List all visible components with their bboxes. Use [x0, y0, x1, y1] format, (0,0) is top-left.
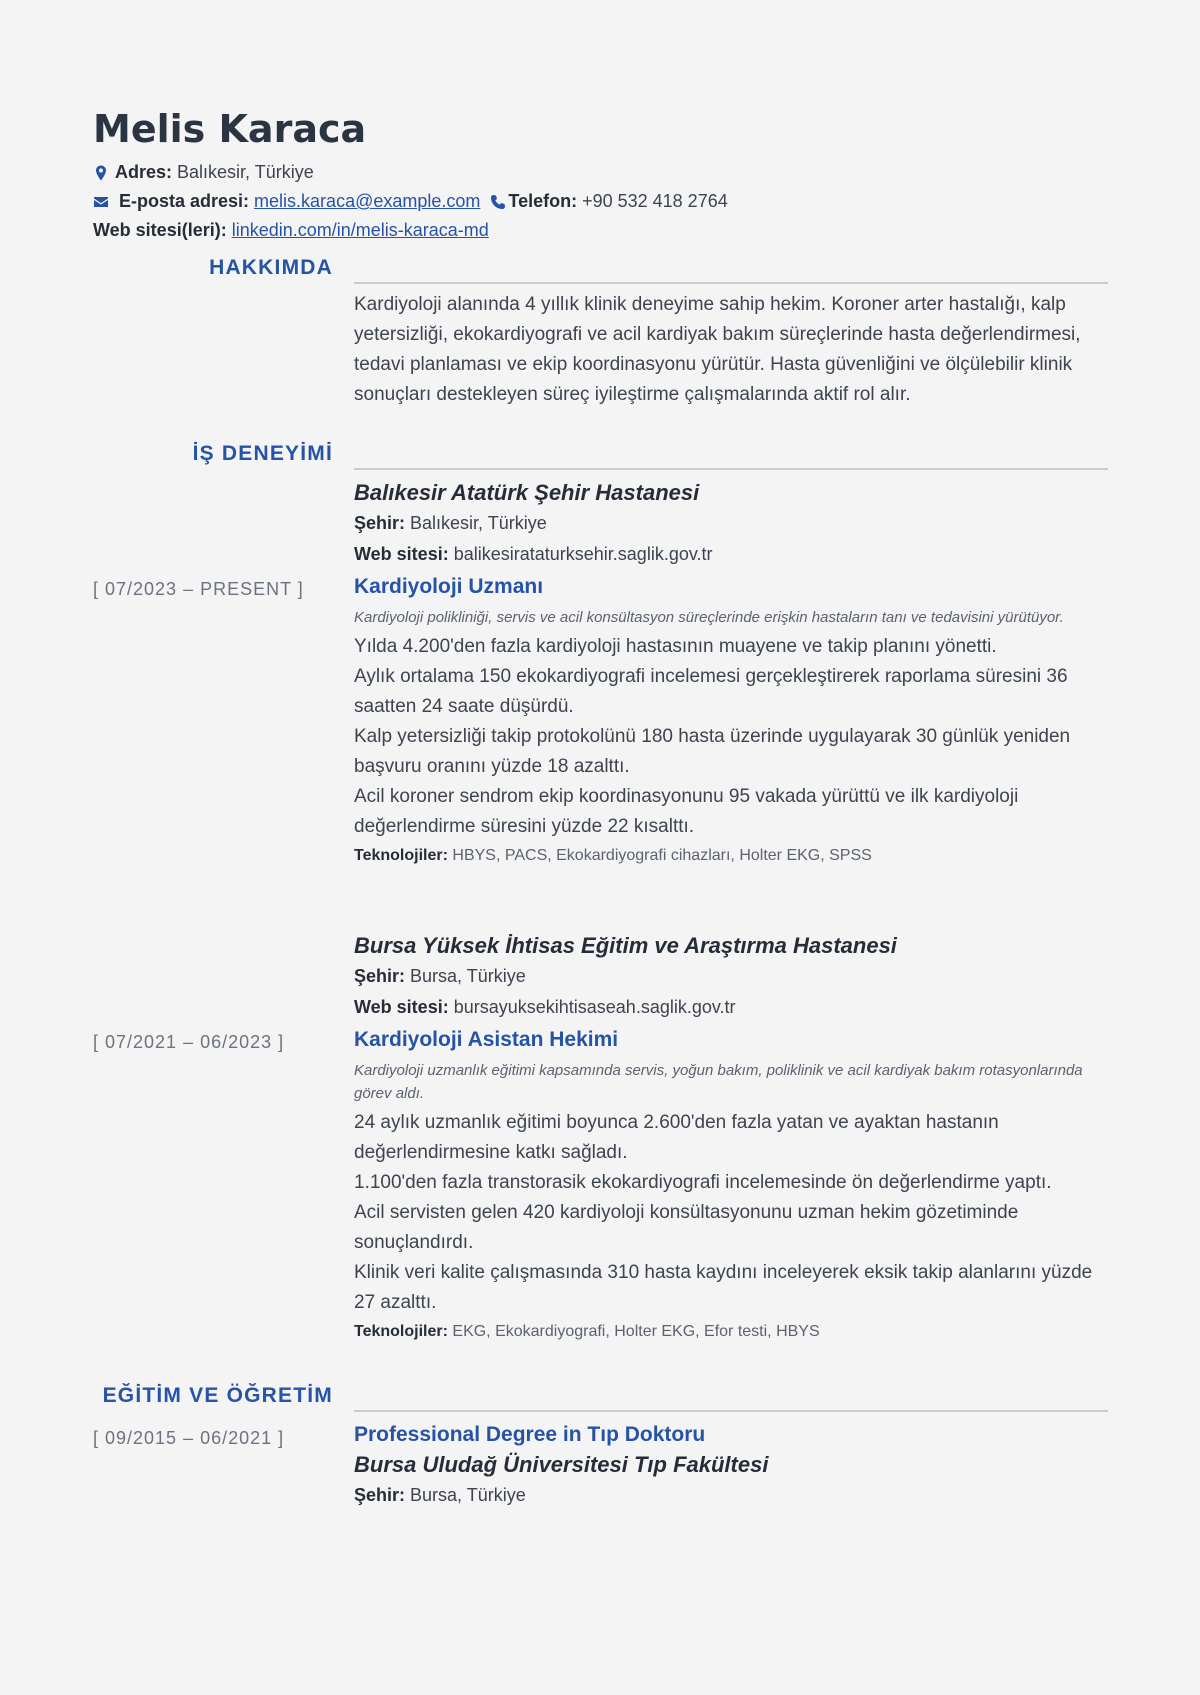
about-heading: HAKKIMDA [209, 256, 333, 279]
job-organization: Bursa Yüksek İhtisas Eğitim ve Araştırma Hastanesi [354, 933, 897, 958]
phone-value: +90 532 418 2764 [582, 191, 728, 211]
website-label: Web sitesi(leri): [93, 220, 227, 240]
contact-line [93, 187, 1113, 216]
job-bullet: Acil koroner sendrom ekip koordinasyonunu 95 vakada yürüttü ve ilk kardiyoloji değerlendirme süresini yüzde 22 kısalttı. [354, 786, 1019, 837]
job-date: [ 07/2023 – PRESENT ] [93, 579, 304, 599]
education-degree: Professional Degree in Tıp Doktoru [354, 1423, 706, 1446]
website-line [93, 216, 1113, 245]
education-school: Bursa Uludağ Üniversitesi Tıp Fakültesi [354, 1452, 769, 1477]
job-technologies: Teknolojiler: EKG, Ekokardiyografi, Holter EKG, Efor testi, HBYS [354, 1323, 820, 1340]
address-label: Adres: [115, 162, 173, 182]
map-pin-icon [93, 165, 109, 181]
job-website: Web sitesi: balikesirataturksehir.saglik.gov.tr [354, 544, 713, 564]
job-bullet: Aylık ortalama 150 ekokardiyografi incelemesi gerçekleştirerek raporlama süresini 36 saatten 24 saate düşürdü. [354, 666, 1068, 717]
address-value: Balıkesir, Türkiye [177, 162, 314, 182]
envelope-icon [93, 194, 109, 210]
job-description: Kardiyoloji polikliniği, servis ve acil konsültasyon süreçlerinde erişkin hastaların tanı ve tedavisini yürütüyor. [354, 609, 1064, 626]
job-date: [ 07/2021 – 06/2023 ] [93, 1032, 285, 1052]
about-text: Kardiyoloji alanında 4 yıllık klinik deneyime sahip hekim. Koroner arter hastalığı, kalp yetersizliği, ekokardiyografi ve acil kardiyak bakım süreçlerinde hasta değerlendirmesi, tedavi planlaması ve ekip koordinasyonu yürütür. Hasta güvenliğini ve ölçülebilir klinik sonuçları destekleyen süreç iyileştirme çalışmalarında aktif rol alır. [354, 294, 1081, 405]
website-link[interactable]: linkedin.com/in/melis-karaca-md [231, 220, 489, 240]
job-role: Kardiyoloji Uzmanı [354, 575, 544, 598]
job-role: Kardiyoloji Asistan Hekimi [354, 1028, 619, 1051]
address-line [93, 158, 1113, 187]
email-label: E-posta adresi: [119, 191, 250, 211]
phone-icon [490, 194, 506, 210]
experience-divider [354, 468, 1108, 470]
job-bullet: Yılda 4.200'den fazla kardiyoloji hastasının muayene ve takip planını yönetti. [354, 636, 997, 657]
job-bullet: 1.100'den fazla transtorasik ekokardiyografi incelemesinde ön değerlendirme yaptı. [354, 1172, 1052, 1193]
education-divider [354, 1410, 1108, 1412]
education-heading: EĞİTİM VE ÖĞRETİM [102, 1384, 333, 1407]
job-bullet: Klinik veri kalite çalışmasında 310 hasta kaydını inceleyerek eksik takip alanlarını yüzde 27 azalttı. [354, 1262, 1093, 1313]
job-bullet: Kalp yetersizliği takip protokolünü 180 hasta üzerinde uygulayarak 30 günlük yeniden başvuru oranını yüzde 18 azalttı. [354, 726, 1071, 777]
email-link[interactable]: melis.karaca@example.com [254, 191, 481, 211]
experience-heading: İŞ DENEYİMİ [192, 442, 333, 465]
job-website: Web sitesi: bursayuksekihtisaseah.saglik.gov.tr [354, 997, 736, 1017]
resume-header [93, 100, 1113, 245]
education-city: Şehir: Bursa, Türkiye [354, 1485, 526, 1505]
education-entry [354, 1420, 1108, 1511]
job-technologies: Teknolojiler: HBYS, PACS, Ekokardiyografi cihazları, Holter EKG, SPSS [354, 847, 872, 864]
job-bullet: 24 aylık uzmanlık eğitimi boyunca 2.600'den fazla yatan ve ayaktan hastanın değerlendirmesine katkı sağladı. [354, 1112, 999, 1163]
about-divider [354, 282, 1108, 284]
job-city: Şehir: Bursa, Türkiye [354, 966, 526, 986]
job-bullet: Acil servisten gelen 420 kardiyoloji konsültasyonunu uzman hekim gözetiminde sonuçlandırdı. [354, 1202, 1019, 1253]
job-city: Şehir: Balıkesir, Türkiye [354, 513, 547, 533]
phone-label: Telefon: [508, 191, 578, 211]
education-date: [ 09/2015 – 06/2021 ] [93, 1428, 285, 1448]
job-organization: Balıkesir Atatürk Şehir Hastanesi [354, 480, 700, 505]
job-description: Kardiyoloji uzmanlık eğitimi kapsamında servis, yoğun bakım, poliklinik ve acil kardiyak bakım rotasyonlarında görev aldı. [354, 1062, 1083, 1102]
job-entry [354, 931, 1108, 1346]
candidate-name: Melis Karaca [93, 107, 367, 151]
job-entry [354, 478, 1108, 870]
